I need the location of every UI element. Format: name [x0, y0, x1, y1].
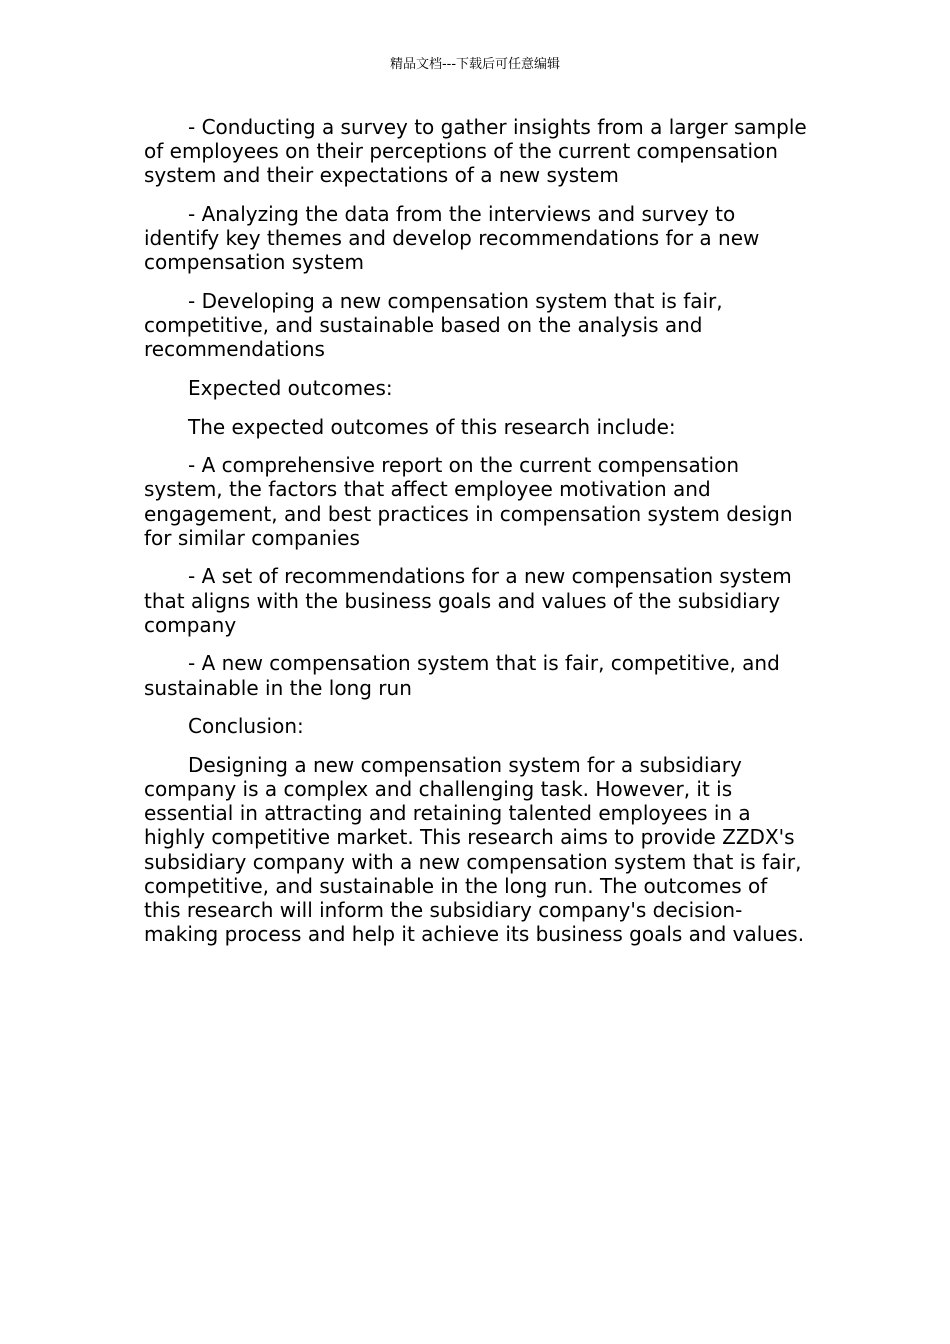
bullet-survey: - Conducting a survey to gather insights from a larger sample of employees on their perceptions of the current compensation system and their expectations of a new system — [144, 115, 807, 188]
document-body — [144, 115, 810, 961]
bullet-develop-system: - Developing a new compensation system that is fair, competitive, and sustainable based on the analysis and recommendations — [144, 289, 723, 362]
outcomes-intro: The expected outcomes of this research include: — [188, 414, 676, 439]
conclusion-paragraph: Designing a new compensation system for a subsidiary company is a complex and challenging task. However, it is essential in attracting and retaining talented employees in a highly competitive market. This research aims to provide ZZDX's subsidiary company with a new compensation system that is fair, competitive, and sustainable in the long run. The outcomes of this research will inform the subsidiary company's decision-making process and help it achieve its business goals and values. — [144, 752, 805, 947]
bullet-new-system: - A new compensation system that is fair, competitive, and sustainable in the long run — [144, 651, 780, 700]
bullet-recommendations: - A set of recommendations for a new compensation system that aligns with the business goals and values of the subsidiary company — [144, 564, 792, 637]
page-header: 精品文档---下载后可任意编辑 — [389, 57, 561, 72]
heading-conclusion: Conclusion: — [188, 714, 304, 739]
bullet-analysis: - Analyzing the data from the interviews and survey to identify key themes and develop recommendations for a new compensation system — [144, 202, 760, 275]
heading-expected-outcomes: Expected outcomes: — [188, 376, 393, 400]
bullet-report: - A comprehensive report on the current compensation system, the factors that affect employee motivation and engagement, and best practices in compensation system design for similar companies — [144, 453, 793, 550]
